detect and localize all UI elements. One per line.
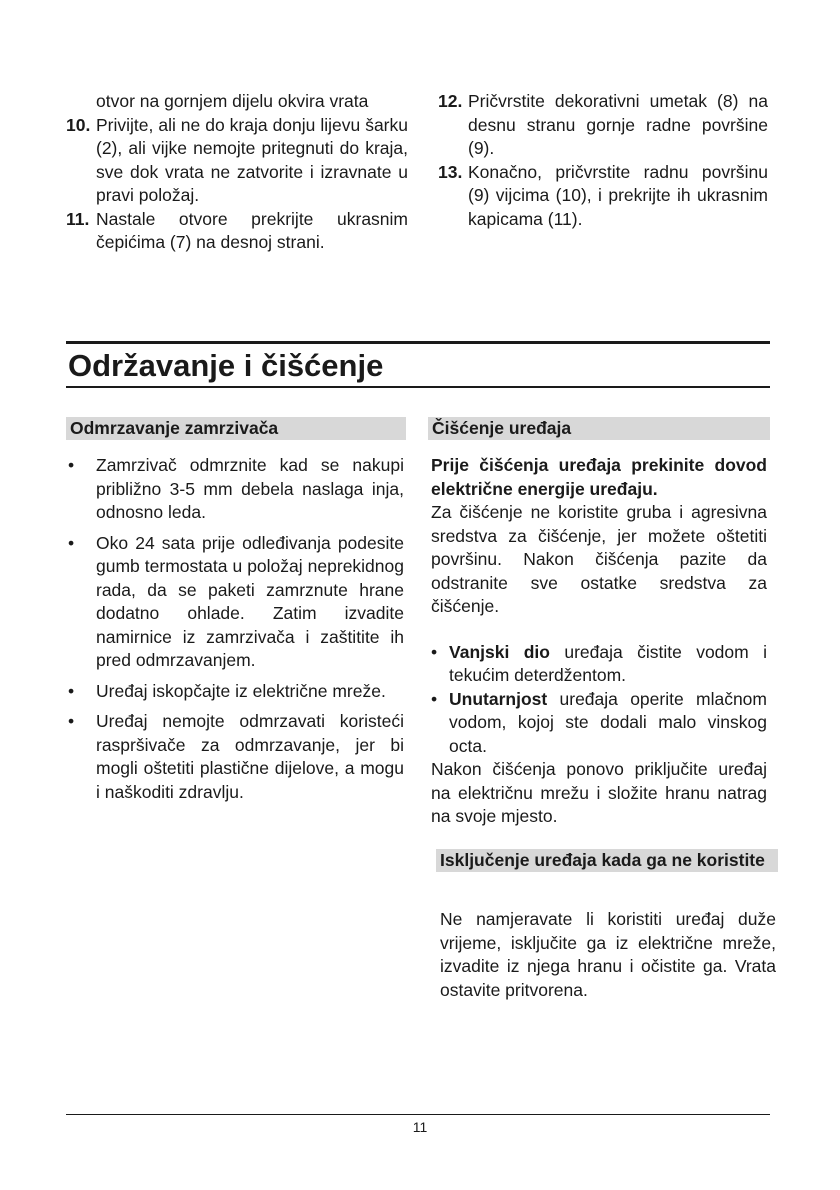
list-item-bold: Unutarnjost [449,688,548,709]
footer-rule [66,1114,770,1115]
list-item [66,532,404,673]
defrost-list [66,454,404,811]
switch-off-heading-text: Isključenje uređaja kada ga ne koristite [440,850,765,870]
switch-off-heading [436,849,778,872]
cleaning-section [431,454,767,829]
list-item-text: Oko 24 sata prije odleđivanja podesite gumb termostata u položaj neprekidnog rada, da se paketi zamrznute hrane dodatno ohlade. Zatim izvadite namirnice iz zamrzivača i zaštitite ih pred odmrzavanjem. [96,532,404,670]
bullet-icon: • [431,688,438,709]
after-cleaning-paragraph: Nakon čišćenja ponovo priključite uređaj na električnu mrežu i složite hranu natrag na svoje mjesto. [431,759,767,826]
list-item-text: uređaja operite mlačnom vodom, kojoj ste dodali malo vinskog octa. [449,688,767,756]
cleaning-list [431,641,767,759]
switch-off-paragraph: Ne namjeravate li koristiti uređaj duže vrijeme, isključite ga iz električne mreže, izvadite iz njega hranu i očistite ga. Vrata ostavite pritvorena. [440,909,776,1000]
step-text: Nastale otvore prekrijte ukrasnim čepićima (7) na desnoj strani. [96,208,408,252]
step-number: 11. [66,208,90,229]
step-number: 12. [438,91,463,111]
list-item-text: Zamrzivač odmrznite kad se nakupi približno 3-5 mm debela naslaga inja, odnosno leda. [96,455,404,522]
section-rule-top [66,341,770,344]
list-item-text: Uređaj nemojte odmrzavati koristeći raspršivače za odmrzavanje, jer bi mogli oštetiti plastične dijelove, a mogu i naškoditi zdravlju. [96,711,404,802]
cleaning-paragraph: Za čišćenje ne koristite gruba i agresivna sredstva za čišćenje, jer možete oštetiti površinu. Nakon čišćenja pazite da odstranite sve ostatke sredstva za čišćenje. [431,502,767,616]
step-number: 13. [438,161,463,182]
step-text: Privijte, ali ne do kraja donju lijevu šarku (2), ali vijke nemojte pritegnuti do kraja, sve dok vrata ne zatvorite i izravnate u pravi položaj. [96,114,408,205]
page-number: 11 [412,1119,428,1135]
top-left-steps [66,90,408,255]
cleaning-heading: Čišćenje uređaja [428,417,770,440]
continuation-line: otvor na gornjem dijelu okvira vrata [96,91,369,111]
step-10 [66,114,408,208]
cleaning-warning: Prije čišćenja uređaja prekinite dovod električne energije uređaju. [431,455,767,499]
step-11 [66,208,408,255]
list-item-bold: Vanjski dio [449,641,550,662]
list-item-text: uređaja čistite vodom i tekućim deterdžentom. [449,641,767,685]
bullet-icon: • [68,711,75,731]
section-title: Održavanje i čišćenje [68,348,384,383]
bullet-icon: • [68,680,75,701]
section-rule-bottom [66,386,770,388]
list-item-text: Uređaj iskopčajte iz električne mreže. [96,680,386,701]
list-item [431,641,767,688]
list-item [66,680,404,704]
step-13 [438,161,768,232]
step-number: 10. [66,114,91,135]
step-text: Pričvrstite dekorativni umetak (8) na desnu stranu gornje radne površine (9). [468,91,768,158]
step-12 [438,90,768,161]
list-item [66,710,404,804]
bullet-icon: • [431,641,438,662]
step-text: Konačno, pričvrstite radnu površinu (9) vijcima (10), i prekrijte ih ukrasnim kapicama (11). [468,161,768,229]
bullet-icon: • [68,532,75,553]
list-item [66,454,404,525]
defrost-heading: Odmrzavanje zamrzivača [66,417,406,440]
list-item [431,688,767,759]
top-right-steps [438,90,768,231]
bullet-icon: • [68,455,75,475]
